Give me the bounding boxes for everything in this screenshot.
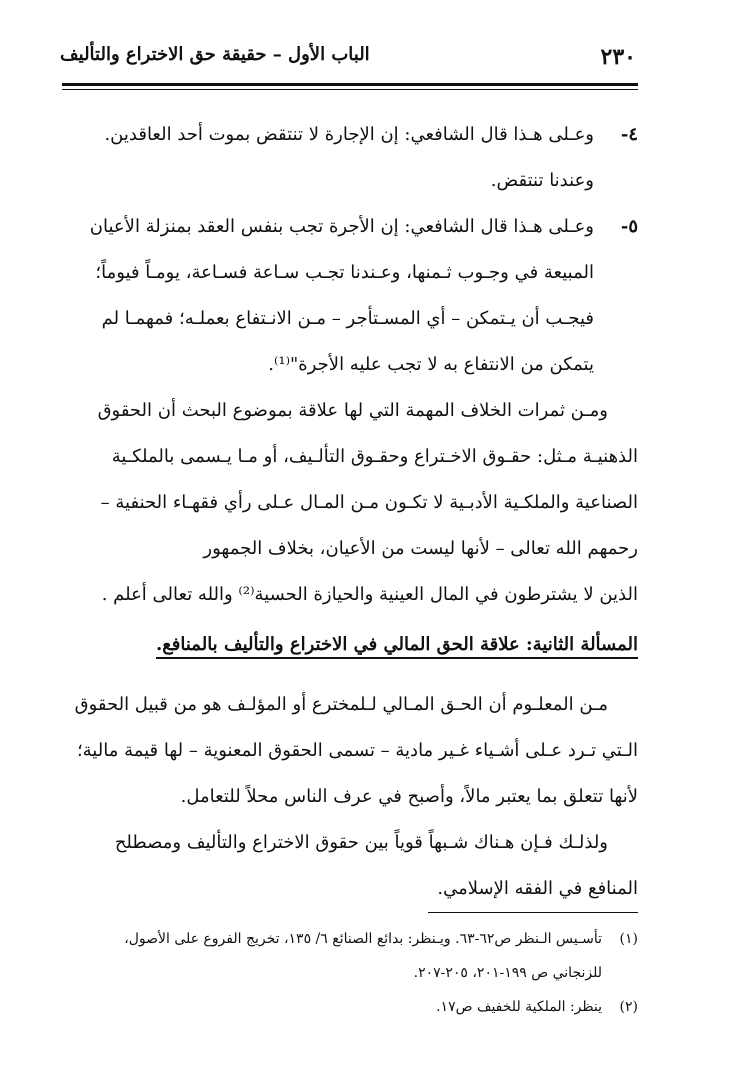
- text-line: [62, 296, 638, 342]
- main-text: [62, 112, 638, 912]
- line-text: المبيعة في وجـوب ثـمنها، وعـندنا تجـب سـاعة فسـاعة، يومـاً فيوماً؛: [95, 262, 594, 283]
- text-line: [62, 866, 638, 912]
- line-text: لأنها تتعلق بما يعتبر مالاً، وأصبح في عرف الناس محلاً للتعامل.: [180, 786, 638, 807]
- paragraph: [62, 682, 638, 820]
- footnote-number: (١): [619, 931, 638, 947]
- line-text: وعـلى هـذا قال الشافعي: إن الأجرة تجب بنفس العقد بمنزلة الأعيان: [89, 216, 594, 237]
- line-text: ومـن ثمرات الخلاف المهمة التي لها علاقة بموضوع البحث أن الحقوق: [97, 400, 608, 421]
- text-line: [62, 250, 638, 296]
- footnote: [50, 922, 638, 990]
- footnote-line: [50, 956, 638, 990]
- footnote-text: ينظر: الملكية للخفيف ص١٧.: [436, 999, 602, 1015]
- text-line: [62, 112, 638, 158]
- header-rule-thick: [62, 83, 638, 86]
- text-line: [62, 158, 638, 204]
- line-text: الـتي تـرد عـلى أشـياء غـير مادية – تسمى الحقوق المعنوية – لها قيمة مالية؛: [76, 740, 638, 761]
- section-heading-text: المسألة الثانية: علاقة الحق المالي في الاختراع والتأليف بالمنافع.: [156, 634, 638, 659]
- footnote-text: تأسـيس الـنظر ص٦٢-٦٣. ويـنظر: بدائع الصنائع ٦/ ١٣٥، تخريج الفروع على الأصول،: [124, 931, 602, 947]
- line-text: الذهنيـة مـثل: حقـوق الاخـتراع وحقـوق التألـيف، أو مـا يـسمى بالملكـية: [111, 446, 638, 467]
- footnotes: [50, 922, 638, 1024]
- list-item: [62, 204, 638, 388]
- paragraph: [62, 388, 638, 618]
- running-title: الباب الأول – حقيقة حق الاختراع والتأليف: [60, 44, 370, 65]
- header-rule-thin: [62, 89, 638, 90]
- footnote: [50, 990, 638, 1024]
- footnote-text: للزنجاني ص ١٩٩-٢٠١، ٢٠٥-٢٠٧.: [413, 965, 602, 981]
- text-line: [62, 204, 638, 250]
- line-text: الذين لا يشترطون في المال العينية والحيازة الحسية⁽²⁾ والله تعالى أعلم .: [101, 584, 638, 605]
- footnote-number: (٢): [619, 999, 638, 1015]
- text-line: [62, 728, 638, 774]
- line-text: فيجـب أن يـتمكن – أي المسـتأجر – مـن الانـتفاع بعملـه؛ فمهمـا لم: [101, 308, 594, 329]
- line-text: الصناعية والملكـية الأدبـية لا تكـون مـن المـال عـلى رأي فقهـاء الحنفية –: [100, 492, 638, 513]
- line-text: يتمكن من الانتفاع به لا تجب عليه الأجرة"⁽¹⁾.: [268, 354, 594, 375]
- text-line: [62, 774, 638, 820]
- footnote-line: [50, 990, 638, 1024]
- list-number: ٤-: [620, 124, 638, 145]
- text-line: [62, 480, 638, 526]
- line-text: مـن المعلـوم أن الحـق المـالي لـلمخترع أو المؤلـف هو من قبيل الحقوق: [74, 694, 608, 715]
- section-heading: [62, 618, 638, 672]
- page-number: ٢٣٠: [600, 44, 636, 70]
- page-header: [60, 38, 638, 78]
- text-line: [62, 434, 638, 480]
- spacer: [62, 672, 638, 682]
- text-line: [62, 526, 638, 572]
- list-item: [62, 112, 638, 204]
- text-line: [62, 820, 638, 866]
- line-text: رحمهم الله تعالى – لأنها ليست من الأعيان، بخلاف الجمهور: [203, 538, 638, 559]
- footnote-separator: [428, 912, 638, 913]
- line-text: وعندنا تنتقض.: [490, 170, 594, 191]
- paragraph: [62, 820, 638, 912]
- line-text: المنافع في الفقه الإسلامي.: [437, 878, 638, 899]
- text-line: [62, 388, 638, 434]
- line-text: ولذلـك فـإن هـناك شـبهاً قوياً بين حقوق الاختراع والتأليف ومصطلح: [114, 832, 608, 853]
- text-line: [62, 342, 638, 388]
- footnote-line: [50, 922, 638, 956]
- list-number: ٥-: [620, 216, 638, 237]
- line-text: وعـلى هـذا قال الشافعي: إن الإجارة لا تنتقض بموت أحد العاقدين.: [104, 124, 594, 145]
- text-line: [62, 572, 638, 618]
- text-line: [62, 682, 638, 728]
